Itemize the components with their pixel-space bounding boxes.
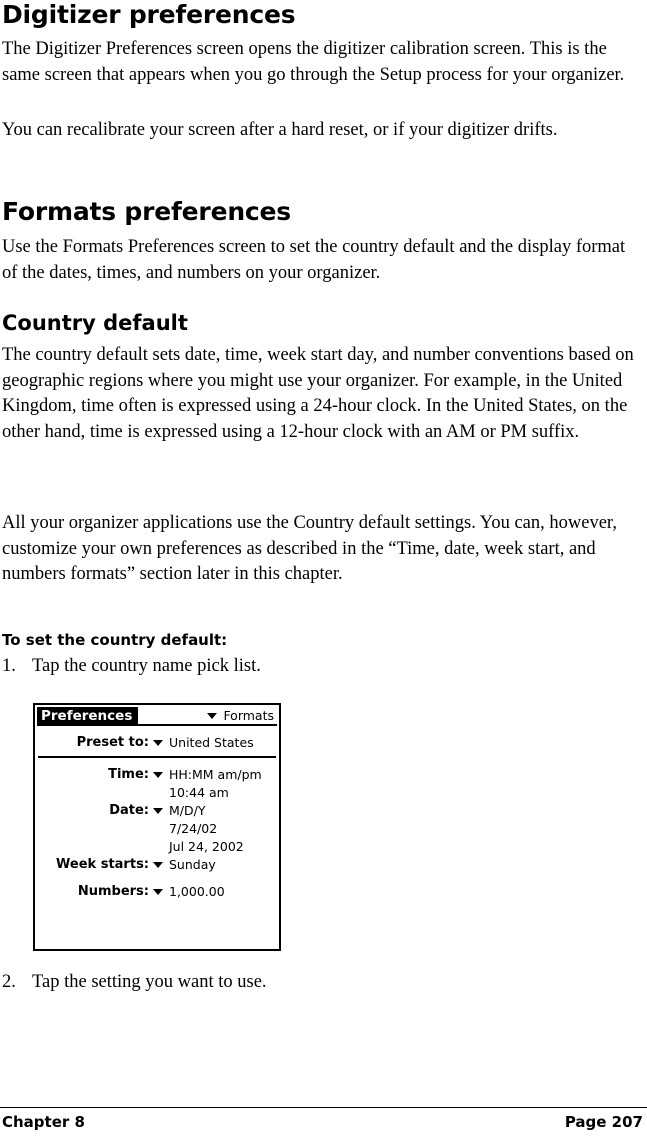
date-sample-long: Jul 24, 2002	[169, 839, 244, 854]
screen-title: Preferences	[37, 707, 138, 726]
triangle-down-icon	[153, 862, 163, 868]
time-label: Time:	[108, 767, 149, 782]
week-starts-pick-list[interactable]	[153, 856, 216, 874]
week-starts-label: Week starts:	[56, 857, 149, 872]
step-1	[2, 654, 261, 679]
paragraph-country-default: The country default sets date, time, week start day, and number conventions based on geographic regions where you might use your organizer. For example, in the United Kingdom, time often is expressed using a 24-hour clock. In the United States, on the other hand, time is expressed using a 12-hour clock with an AM or PM suffix.	[2, 345, 634, 442]
numbers-value: 1,000.00	[169, 884, 225, 899]
separator-line	[38, 756, 276, 758]
time-sample-row	[35, 784, 279, 802]
procedure-title: To set the country default:	[2, 631, 228, 649]
numbers-label: Numbers:	[77, 884, 149, 899]
triangle-down-icon	[153, 889, 163, 895]
numbers-row	[35, 883, 279, 901]
date-sample-short-row	[35, 820, 279, 838]
footer-chapter: Chapter 8	[2, 1113, 85, 1131]
date-pick-list[interactable]	[153, 802, 205, 820]
heading-digitizer-preferences: Digitizer preferences	[2, 0, 296, 29]
date-sample-short: 7/24/02	[169, 821, 218, 836]
week-starts-row	[35, 856, 279, 874]
date-label: Date:	[109, 803, 149, 818]
triangle-down-icon	[153, 772, 163, 778]
panel-pick-list[interactable]	[207, 707, 274, 725]
paragraph-country-applications: All your organizer applications use the Country default settings. You can, however, customize your own preferences as described in the “Time, date, week start, and numbers formats” section later in this chapter.	[2, 513, 617, 584]
step-number: 2.	[2, 972, 16, 992]
heading-country-default: Country default	[2, 311, 188, 335]
step-text: Tap the setting you want to use.	[32, 972, 267, 992]
formats-preferences-screen	[33, 703, 281, 951]
week-starts-value: Sunday	[169, 857, 216, 872]
step-2	[2, 970, 267, 995]
date-row	[35, 802, 279, 820]
heading-formats-preferences: Formats preferences	[2, 197, 291, 226]
footer-divider	[0, 1107, 647, 1108]
paragraph-digitizer-recalibrate: You can recalibrate your screen after a hard reset, or if your digitizer drifts.	[2, 120, 558, 140]
triangle-down-icon	[153, 808, 163, 814]
time-sample: 10:44 am	[169, 785, 229, 800]
preset-pick-list[interactable]	[153, 734, 254, 752]
step-number: 1.	[2, 656, 16, 676]
panel-pick-list-value: Formats	[223, 708, 274, 723]
preset-value: United States	[169, 735, 254, 750]
date-value: M/D/Y	[169, 803, 206, 818]
footer-page-number: Page 207	[564, 1113, 643, 1131]
preset-row	[35, 734, 279, 752]
paragraph-digitizer-intro: The Digitizer Preferences screen opens the digitizer calibration screen. This is the same screen that appears when you go through the Setup process for your organizer.	[2, 39, 625, 85]
triangle-down-icon	[153, 740, 163, 746]
step-text: Tap the country name pick list.	[32, 656, 261, 676]
time-row	[35, 766, 279, 784]
preset-label: Preset to:	[76, 735, 149, 750]
time-pick-list[interactable]	[153, 766, 262, 784]
paragraph-formats-intro: Use the Formats Preferences screen to set the country default and the display format of the dates, times, and numbers on your organizer.	[2, 237, 626, 283]
triangle-down-icon	[207, 713, 217, 719]
numbers-pick-list[interactable]	[153, 883, 225, 901]
screen-title-bar	[37, 707, 277, 726]
date-sample-long-row	[35, 838, 279, 856]
time-value: HH:MM am/pm	[169, 767, 262, 782]
